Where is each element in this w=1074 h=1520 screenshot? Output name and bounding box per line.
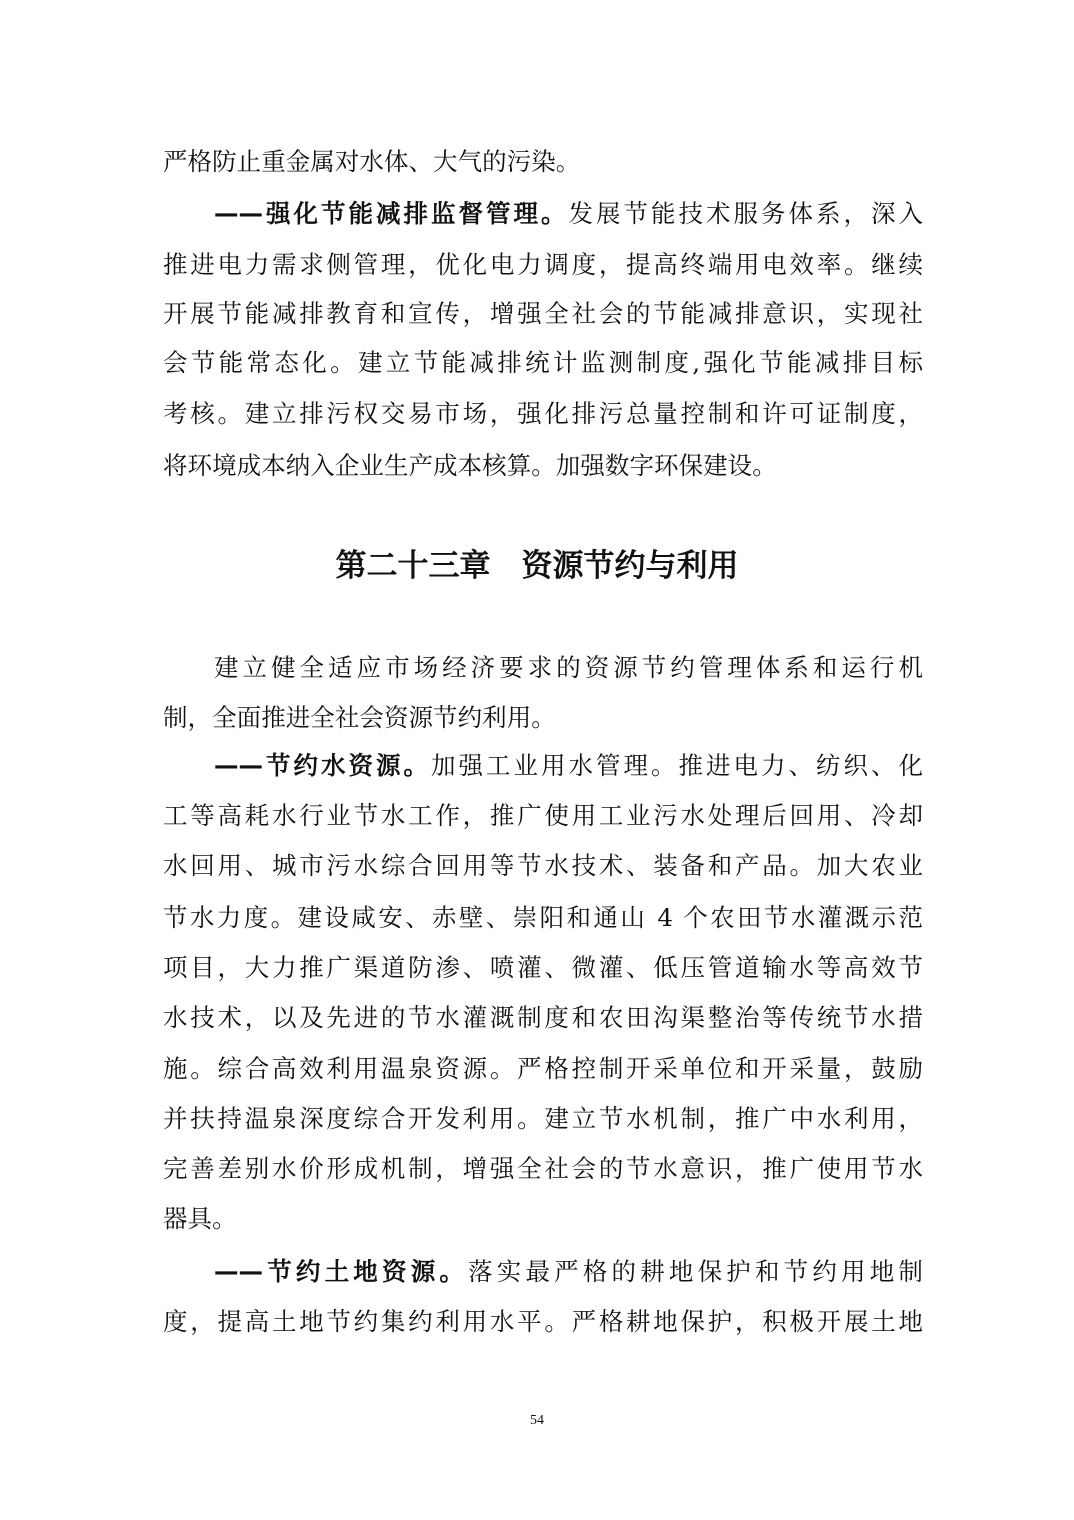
paragraph-line: 完善差别水价形成机制，增强全社会的节水意识，推广使用节水	[163, 1154, 923, 1183]
paragraph-line: 制，全面推进全社会资源节约利用。	[163, 703, 556, 732]
section-heading: ——强化节能减排监督管理。	[214, 199, 569, 228]
paragraph-text: 发展节能技术服务体系，深入	[568, 199, 923, 228]
paragraph-line	[214, 1256, 923, 1288]
paragraph-line: 节水力度。建设咸安、赤壁、崇阳和通山 4 个农田节水灌溉示范	[163, 903, 923, 932]
paragraph-line: 项目，大力推广渠道防渗、喷灌、微灌、低压管道输水等高效节	[163, 953, 923, 982]
paragraph-line: 水回用、城市污水综合回用等节水技术、装备和产品。加大农业	[163, 851, 923, 880]
paragraph-line: 水技术，以及先进的节水灌溉制度和农田沟渠整治等传统节水措	[163, 1003, 923, 1032]
paragraph-line: 度，提高土地节约集约利用水平。严格耕地保护，积极开展土地	[163, 1307, 923, 1336]
paragraph-line: 工等高耗水行业节水工作，推广使用工业污水处理后回用、冷却	[163, 801, 923, 830]
paragraph-line: 推进电力需求侧管理，优化电力调度，提高终端用电效率。继续	[163, 250, 923, 279]
paragraph-line	[214, 750, 923, 782]
section-heading: ——节约土地资源。	[214, 1257, 469, 1286]
paragraph-line: 建立健全适应市场经济要求的资源节约管理体系和运行机	[214, 653, 923, 682]
paragraph-line: 严格防止重金属对水体、大气的污染。	[163, 147, 581, 176]
paragraph-line: 会节能常态化。建立节能减排统计监测制度,强化节能减排目标	[163, 348, 923, 377]
section-heading: ——节约水资源。	[214, 751, 432, 780]
paragraph-line: 器具。	[163, 1204, 237, 1233]
paragraph-text: 加强工业用水管理。推进电力、纺织、化	[431, 751, 923, 780]
paragraph-text: 落实最严格的耕地保护和节约用地制	[468, 1257, 923, 1286]
paragraph-line: 施。综合高效利用温泉资源。严格控制开采单位和开采量，鼓励	[163, 1054, 923, 1083]
page-number: 54	[530, 1413, 544, 1428]
paragraph-line: 考核。建立排污权交易市场，强化排污总量控制和许可证制度，	[163, 399, 923, 428]
paragraph-line: 并扶持温泉深度综合开发利用。建立节水机制，推广中水利用，	[163, 1104, 923, 1133]
chapter-title: 第二十三章 资源节约与利用	[335, 548, 739, 584]
paragraph-line	[214, 198, 923, 230]
paragraph-line: 开展节能减排教育和宣传，增强全社会的节能减排意识，实现社	[163, 299, 923, 328]
paragraph-line: 将环境成本纳入企业生产成本核算。加强数字环保建设。	[163, 451, 777, 480]
